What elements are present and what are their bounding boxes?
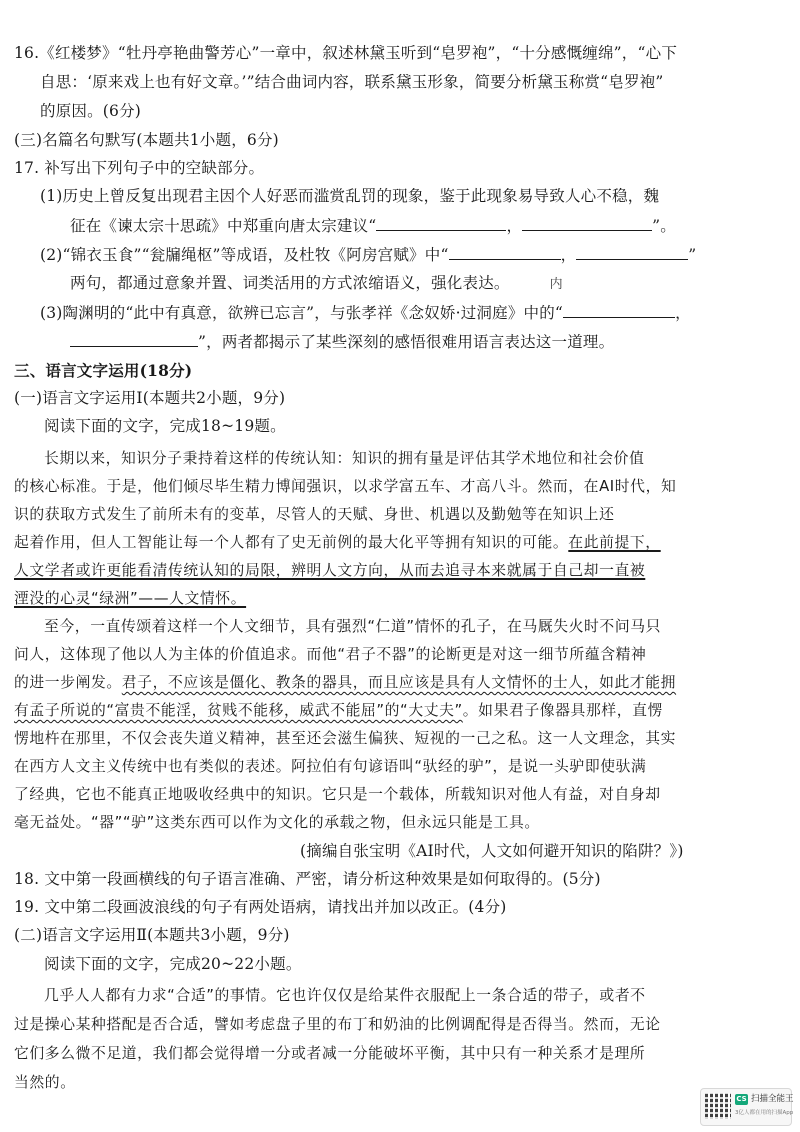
passage1-p2-line-4-plain: 。如果君子像器具那样，直愣 bbox=[462, 702, 663, 719]
passage2-line-3: 它们多么微不足道，我们都会觉得增一分或者减一分能破坏平衡，其中只有一种关系才是理所 bbox=[14, 1045, 646, 1062]
passage1-p2-line-3 bbox=[14, 669, 676, 696]
q17-item-3-text-b: ， bbox=[675, 304, 691, 322]
passage2-line-1: 几乎人人都有力求“合适”的事情。它也许仅仅是给某件衣服配上一条合适的带子，或者不 bbox=[44, 987, 646, 1004]
passage1-p2-line-2: 问人，这体现了他以人为主体的价值追求。而他“君子不器”的论断更是对这一细节所蕴含精神 bbox=[14, 646, 647, 663]
q17-blank-3[interactable] bbox=[449, 241, 561, 260]
q16-line-3: 的原因。(6分) bbox=[40, 102, 142, 120]
q17-item-3-text-a: (3)陶渊明的“此中有真意，欲辨已忘言”，与张孝祥《念奴娇·过洞庭》中的“ bbox=[40, 304, 564, 322]
scanner-brand-name: 扫描全能王 bbox=[751, 1094, 794, 1104]
sub-one-intro: 阅读下面的文字，完成18~19题。 bbox=[44, 417, 286, 435]
qr-code-icon bbox=[705, 1093, 731, 1119]
q17-item-3-line-1 bbox=[40, 299, 691, 327]
scanner-logo-icon: CS bbox=[736, 1095, 747, 1103]
passage1-underlined-line-6: 湮没的心灵“绿洲”——人文情怀。 bbox=[14, 590, 247, 607]
q18: 18. 文中第一段画横线的句子语言准确、严密，请分析这种效果是如何取得的。(5分) bbox=[14, 870, 601, 888]
passage1-p1-line-4-plain: 起着作用，但人工智能让每一个人都有了史无前例的最大化平等拥有知识的可能。 bbox=[14, 534, 569, 551]
q17-blank-2[interactable] bbox=[522, 212, 652, 231]
scanner-brand-tagline: 3亿人都在用的扫描App bbox=[735, 1110, 794, 1116]
passage1-p2-line-7: 了经典，它也不能真正地吸收经典中的知识。它只是一个载体，所载知识对他人有益，对自身却 bbox=[14, 786, 661, 803]
q17-item-2-line-2 bbox=[70, 270, 563, 298]
passage1-p2-line-8: 毫无益处。“器”“驴”这类东西可以作为文化的承载之物，但永远只能是工具。 bbox=[14, 814, 540, 831]
sub-two-intro: 阅读下面的文字，完成20~22小题。 bbox=[44, 955, 302, 973]
q17-item-3-text-c: ”，两者都揭示了某些深刻的感悟很难用语言表达这一道理。 bbox=[198, 333, 615, 351]
q17-stem: 17. 补写出下列句子中的空缺部分。 bbox=[14, 159, 265, 177]
passage1-p2-line-1: 至今，一直传颂着这样一个人文细节，具有强烈“仁道”情怀的孔子，在马厩失火时不问马只 bbox=[44, 618, 662, 635]
passage1-underlined-line-5: 人文学者或许更能看清传统认知的局限，辨明人文方向，从而去追寻本来就属于自己却一直被 bbox=[14, 562, 646, 579]
q17-item-1-text-c: ”。 bbox=[652, 217, 676, 235]
stray-mark: 内 bbox=[549, 277, 563, 292]
q17-blank-5[interactable] bbox=[563, 299, 675, 318]
passage1-p1-line-2: 的核心标准。于是，他们倾尽毕生精力博闻强识，以求学富五车、才高八斗。然而，在AI时代，知 bbox=[14, 478, 677, 495]
q17-item-1-line-1: (1)历史上曾反复出现君主因个人好恶而滥赏乱罚的现象，鉴于此现象易导致人心不稳，魏 bbox=[40, 187, 660, 205]
passage2-line-2: 过是操心某种搭配是否合适，譬如考虑盘子里的布丁和奶油的比例调配得是否得当。然而，无论 bbox=[14, 1016, 661, 1033]
passage2-line-4: 当然的。 bbox=[14, 1074, 76, 1091]
q17-blank-4[interactable] bbox=[576, 241, 688, 260]
q16-line-2: 自思：‘原来戏上也有好文章。’”结合曲词内容，联系黛玉形象，简要分析黛玉称赏“皂罗袍” bbox=[40, 73, 664, 91]
q17-item-2-text-d: 两句，都通过意象并置、词类活用的方式浓缩语义，强化表达。 bbox=[70, 274, 510, 292]
q17-item-1-text-b: ， bbox=[506, 217, 523, 235]
q17-item-2-text-b: ， bbox=[560, 246, 577, 264]
q17-item-2-text-c: ” bbox=[688, 246, 697, 264]
passage1-p2-line-4 bbox=[14, 697, 663, 724]
passage1-p1-line-3: 识的获取方式发生了前所未有的变革，尽管人的天赋、身世、机遇以及勤勉等在知识上还 bbox=[14, 506, 615, 523]
section-heading-famous-lines: (三)名篇名句默写(本题共1小题，6分) bbox=[14, 131, 279, 149]
passage1-p2-line-3-plain: 的进一步阐发。 bbox=[14, 674, 122, 691]
passage1-underlined-start: 在此前提下， bbox=[568, 534, 661, 551]
part-three-heading: 三、语言文字运用(18分) bbox=[14, 361, 193, 380]
passage1-wavy-end: 有孟子所说的“富贵不能淫，贫贱不能移，威武不能屈”的“大丈夫” bbox=[14, 702, 463, 719]
sub-two-heading: (二)语言文字运用Ⅱ(本题共3小题，9分) bbox=[14, 926, 290, 944]
passage1-p1-line-1: 长期以来，知识分子秉持着这样的传统认知：知识的拥有量是评估其学术地位和社会价值 bbox=[44, 450, 645, 467]
sub-one-heading: (一)语言文字运用Ⅰ(本题共2小题，9分) bbox=[14, 389, 286, 407]
passage1-source: (摘编自张宝明《AI时代，人文如何避开知识的陷阱？》) bbox=[300, 842, 684, 860]
passage1-p2-line-6: 在西方人文主义传统中也有类似的表述。阿拉伯有句谚语叫“驮经的驴”，是说一头驴即使驮满 bbox=[14, 758, 647, 775]
passage1-p1-line-4 bbox=[14, 529, 661, 556]
q17-blank-1[interactable] bbox=[376, 212, 506, 231]
q16-line-1: 16.《红楼梦》“牡丹亭艳曲警芳心”一章中，叙述林黛玉听到“皂罗袍”，“十分感慨缠绵”，“心下 bbox=[14, 44, 678, 62]
q17-item-1-text-a: 征在《谏太宗十思疏》中郑重向唐太宗建议“ bbox=[70, 217, 377, 235]
q17-blank-6[interactable] bbox=[70, 328, 198, 347]
q17-item-3-line-2 bbox=[70, 328, 614, 356]
passage1-wavy-start: 君子，不应该是僵化、教条的器具，而且应该是具有人文情怀的士人，如此才能拥 bbox=[121, 674, 677, 691]
scanner-watermark bbox=[700, 1088, 792, 1126]
passage1-p2-line-5: 愣地杵在那里，不仅会丧失道义精神，甚至还会滋生偏狭、短视的一己之私。这一人文理念，其实 bbox=[14, 730, 677, 747]
q19: 19. 文中第二段画波浪线的句子有两处语病，请找出并加以改正。(4分) bbox=[14, 898, 507, 916]
q17-item-2-line-1 bbox=[40, 241, 696, 269]
q17-item-1-line-2 bbox=[70, 212, 676, 240]
q17-item-2-text-a: (2)“锦衣玉食”“瓮牖绳枢”等成语，及杜牧《阿房宫赋》中“ bbox=[40, 246, 449, 264]
